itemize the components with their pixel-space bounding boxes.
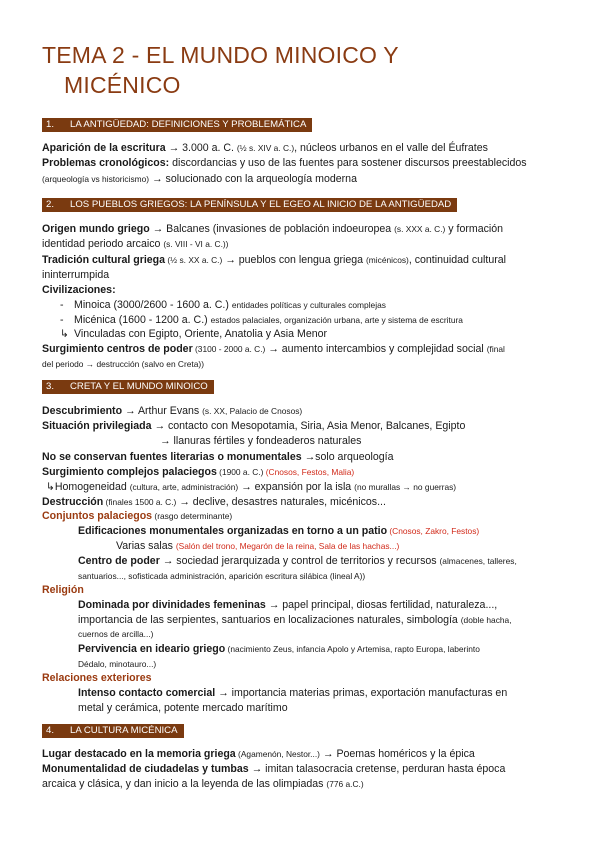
s3-centro-poder: Centro de poder → sociedad jerarquizada y control de territorios y recursos (almacenes, talleres, (78, 555, 517, 567)
s3-edificaciones: Edificaciones monumentales organizadas en torno a un patio (Cnosos, Zakro, Festos) (78, 525, 480, 537)
section-1-header: 1. LA ANTIGÜEDAD: DEFINICIONES Y PROBLEMÁTICA (42, 118, 312, 132)
s2-line-2: identidad periodo arcaico (s. VIII - VI a. C.)) (42, 238, 229, 250)
s4-monumentalidad-2: arcaica y clásica, y dan inicio a la leyenda de las olimpiadas (776 a.C.) (42, 778, 364, 790)
s3-divinidades-3: cuernos de arcilla...) (78, 629, 154, 639)
section-2-header: 2. LOS PUEBLOS GRIEGOS: LA PENÍNSULA Y EL EGEO AL INICIO DE LA ANTIGÜEDAD (42, 198, 457, 212)
s2-line-4: ininterrumpida (42, 269, 110, 281)
s3-relaciones-heading: Relaciones exteriores (42, 672, 152, 684)
s3-salas: Varias salas (Salón del trono, Megarón de la reina, Sala de las hachas...) (116, 540, 400, 552)
s2-civ-micenica: - Micénica (1600 - 1200 a. C.) estados palaciales, organización urbana, arte y sistema de escritura (60, 314, 463, 326)
s4-monumentalidad: Monumentalidad de ciudadelas y tumbas → imitan talasocracia cretense, perduran hasta época (42, 763, 506, 775)
s2-civ-vinculadas: ↳ Vinculadas con Egipto, Oriente, Anatolia y Asia Menor (60, 328, 328, 340)
s4-lugar: Lugar destacado en la memoria griega (Agamenón, Nestor...) → Poemas homéricos y la épica (42, 748, 475, 760)
s3-religion-heading: Religión (42, 584, 84, 596)
s3-pervivencia-2: Dédalo, minotauro...) (78, 659, 157, 669)
s3-situacion-2: → llanuras fértiles y fondeaderos naturales (160, 435, 362, 447)
section-3-header: 3. CRETA Y EL MUNDO MINOICO (42, 380, 214, 394)
s3-divinidades-2: importancia de las serpientes, santuarios en localizaciones naturales, simbología (doble hacha, (78, 614, 512, 626)
s3-destruccion: Destrucción (finales 1500 a. C.) → declive, desastres naturales, micénicos... (42, 496, 386, 508)
s2-civ-minoica: - Minoica (3000/2600 - 1600 a. C.) entidades políticas y culturales complejas (60, 299, 386, 311)
page-title (42, 40, 399, 100)
s1-line-3: (arqueología vs historicismo) → solucionado con la arqueología moderna (42, 173, 357, 185)
s3-centro-poder-2: santuarios..., sofisticada administración, aparición escritura silábica (lineal A)) (78, 571, 366, 581)
s3-fuentes: No se conservan fuentes literarias o monumentales →solo arqueología (42, 451, 394, 463)
s3-descubrimiento: Descubrimiento → Arthur Evans (s. XX, Palacio de Cnosos) (42, 405, 303, 417)
title-line-1: TEMA 2 - EL MUNDO MINOICO Y (42, 42, 399, 68)
s2-civilizaciones: Civilizaciones: (42, 284, 116, 296)
s3-divinidades: Dominada por divinidades femeninas → papel principal, diosas fertilidad, naturaleza..., (78, 599, 498, 611)
s3-homogeneidad: ↳Homogeneidad (cultura, arte, administración) → expansión por la isla (no murallas → no guerras) (46, 481, 457, 493)
s2-line-centros: Surgimiento centros de poder (3100 - 2000 a. C.) → aumento intercambios y complejidad social (final (42, 343, 505, 355)
s3-comercial-2: metal y cerámica, potente mercado marítimo (78, 702, 288, 714)
s1-line-1: Aparición de la escritura → 3.000 a. C. (½ s. XIV a. C.), núcleos urbanos en el valle del Éufrates (42, 142, 488, 154)
s2-line-3: Tradición cultural griega (½ s. XX a. C.) → pueblos con lengua griega (micénicos), continuidad cultural (42, 254, 506, 266)
s1-line-2: Problemas cronológicos: discordancias y uso de las fuentes para sostener discursos preestablecidos (42, 157, 527, 169)
s3-comercial: Intenso contacto comercial → importancia materias primas, exportación manufacturas en (78, 687, 508, 699)
s2-line-1: Origen mundo griego → Balcanes (invasiones de población indoeuropea (s. XXX a. C.) y formación (42, 223, 504, 235)
s3-conjuntos-heading: Conjuntos palaciegos (rasgo determinante) (42, 510, 233, 522)
s3-complejos: Surgimiento complejos palaciegos (1900 a. C.) (Cnosos, Festos, Malia) (42, 466, 355, 478)
s2-line-centros-2: del periodo → destrucción (salvo en Creta)) (42, 359, 204, 369)
s3-situacion: Situación privilegiada → contacto con Mesopotamia, Siria, Asia Menor, Balcanes, Egipto (42, 420, 466, 432)
section-4-header: 4. LA CULTURA MICÉNICA (42, 724, 184, 738)
s3-pervivencia: Pervivencia en ideario griego (nacimiento Zeus, infancia Apolo y Artemisa, rapto Europa, laberinto (78, 643, 480, 655)
title-line-2: MICÉNICO (64, 72, 181, 98)
